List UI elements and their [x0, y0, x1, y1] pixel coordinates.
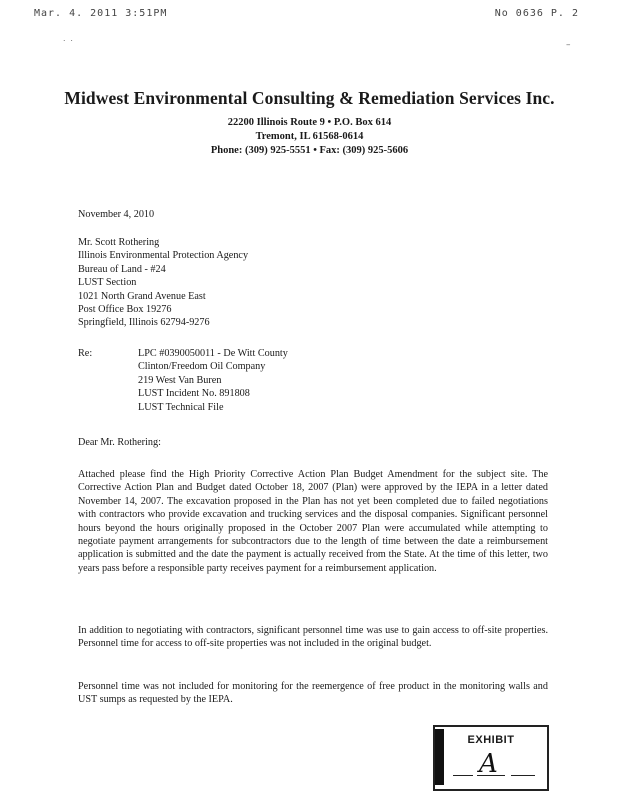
recipient-line: Post Office Box 19276: [78, 304, 172, 316]
fax-page-number: No 0636 P. 2: [494, 8, 579, 19]
recipient-line: LUST Section: [78, 277, 137, 289]
fax-timestamp: Mar. 4. 2011 3:51PM: [34, 8, 168, 19]
re-line: 219 West Van Buren: [138, 374, 222, 386]
re-line: LUST Technical File: [138, 401, 224, 413]
exhibit-title: EXHIBIT: [467, 734, 515, 746]
letter-date: November 4, 2010: [78, 209, 155, 220]
company-name: Midwest Environmental Consulting & Remediation Services Inc.: [64, 88, 555, 108]
re-lines: [138, 347, 288, 414]
exhibit-underline: [453, 775, 473, 776]
re-line: Clinton/Freedom Oil Company: [138, 361, 266, 373]
recipient-address: [78, 236, 548, 330]
re-line: LPC #0390050011 - De Witt County: [138, 348, 288, 359]
letterhead: [0, 88, 619, 158]
exhibit-letter: A: [479, 749, 498, 779]
salutation: Dear Mr. Rothering:: [78, 437, 161, 448]
scan-speck: –: [566, 40, 571, 50]
re-line: LUST Incident No. 891808: [138, 388, 250, 400]
recipient-line: 1021 North Grand Avenue East: [78, 290, 206, 302]
recipient-line: Bureau of Land - #24: [78, 263, 166, 275]
recipient-line: Mr. Scott Rothering: [78, 237, 160, 248]
body-paragraph: Attached please find the High Priority Corrective Action Plan Budget Amendment for the subject site. The Corrective Action Plan and Budget dated October 18, 2007 (Plan) were approved by the IEPA in a letter dated November 14, 2007. The excavation proposed in the Plan has not yet been completed due to failed negotiations with contractors who provide excavation and trucking services and the disposal companies. Significant personnel hours beyond the hours originally proposed in the October 2007 Plan were accumulated while attempting to negotiate payment arrangements for subcontractors due to the length of time between the date a reimbursement application is submitted and the date the payment is actually received from the State. At the time of this letter, two years pass before a responsible party receives payment for a reimbursement application.: [78, 469, 548, 574]
company-address-street: 22200 Illinois Route 9 • P.O. Box 614: [227, 117, 392, 128]
company-phone-fax: Phone: (309) 925-5551 • Fax: (309) 925-5606: [210, 145, 409, 156]
scan-speck: ˙ ˙: [62, 40, 74, 50]
company-address-city: Tremont, IL 61568-0614: [255, 131, 364, 142]
body-paragraph: In addition to negotiating with contractors, significant personnel time was use to gain access to off-site properties. Personnel time for access to off-site properties was not included in the original budget.: [78, 625, 548, 650]
exhibit-sticker: [433, 725, 549, 791]
recipient-line: Springfield, Illinois 62794-9276: [78, 317, 210, 329]
exhibit-underline: [511, 775, 535, 776]
body-paragraph: Personnel time was not included for monitoring for the reemergence of free product in the monitoring walls and UST sumps as requested by the IEPA.: [78, 681, 548, 706]
re-label: Re:: [78, 348, 93, 359]
recipient-line: Illinois Environmental Protection Agency: [78, 250, 249, 262]
